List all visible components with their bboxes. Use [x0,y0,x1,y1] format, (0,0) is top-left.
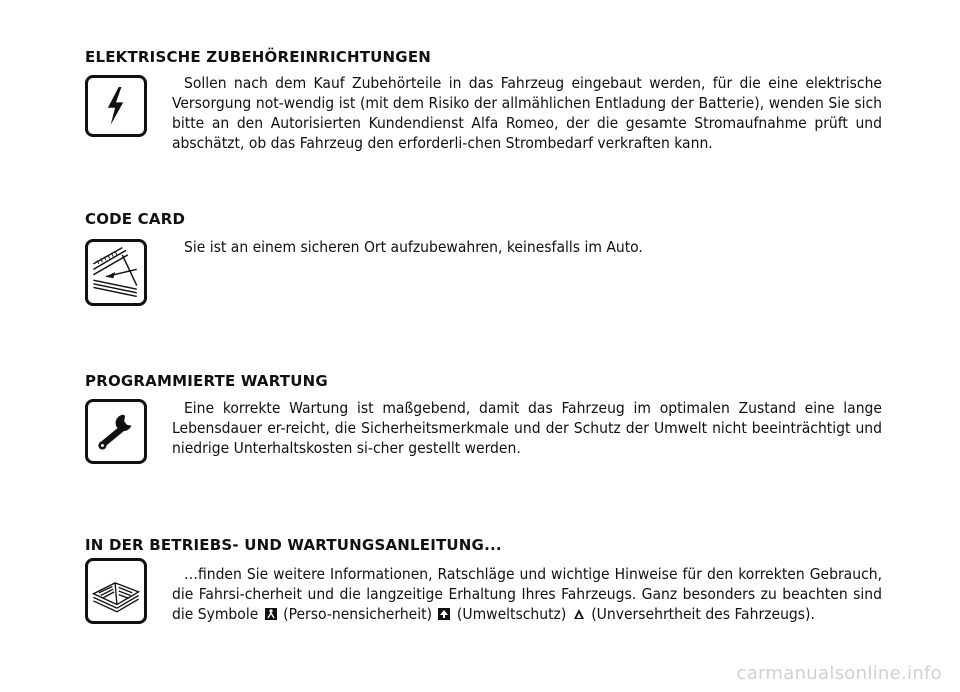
section-body-text: (Umweltschutz) [456,605,567,623]
section-heading: CODE CARD [85,210,186,228]
section-body-text: Sie ist an einem sicheren Ort aufzubewahren, keinesfalls im Auto. [184,238,643,256]
personal-safety-symbol-icon [265,608,277,620]
section-electrical-accessories [85,48,885,152]
section-code-card [85,210,885,256]
section-body-text: Sollen nach dem Kauf Zubehörteile in das Fahrzeug eingebaut werden, für die eine elektrische Versorgung not-wendig ist (mit dem Risiko der allmählichen Entladung der Batterie), wenden Sie sich bitte an den Autorisierten Kundendienst Alfa Romeo, der die gesamte Stromaufnahme prüft und abschätzt, ob das Fahrzeug den erforderli-chen Strombedarf verkraften kann. [172,74,882,152]
section-body [172,398,882,458]
section-body [172,237,882,257]
watermark: carmanualsonline.info [736,663,942,684]
section-scheduled-maintenance [85,372,885,457]
section-heading: ELEKTRISCHE ZUBEHÖREINRICHTUNGEN [85,48,432,66]
section-body [172,564,882,624]
lightning-bolt-icon [85,75,147,137]
wrench-icon [85,399,147,464]
code-card-icon [85,239,147,306]
open-book-icon [85,558,147,624]
section-body-text: (Perso-nensicherheit) [283,605,433,623]
vehicle-integrity-symbol-icon [573,608,585,620]
environment-symbol-icon [438,608,450,620]
section-body-text: Eine korrekte Wartung ist maßgebend, damit das Fahrzeug im optimalen Zustand eine lange Lebensdauer er-reicht, die Sicherheitsmerkmale und der Schutz der Umwelt nicht beeinträchtigt und niedrige Unterhaltskosten si-cher gestellt werden. [172,399,882,457]
section-body-text: (Unversehrtheit des Fahrzeugs). [591,605,815,623]
section-manual [85,536,885,623]
section-heading: PROGRAMMIERTE WARTUNG [85,372,328,390]
section-body [172,73,882,153]
section-body-text: …finden Sie weitere Informationen, Ratschläge und wichtige Hinweise für den korrekten Gebrauch, die Fahrsi-cherheit und die langzeitige Erhaltung Ihres Fahrzeugs. Ganz besonders zu beachten sind die Symbole [172,565,882,623]
section-heading: IN DER BETRIEBS- UND WARTUNGSANLEITUNG... [85,536,502,554]
